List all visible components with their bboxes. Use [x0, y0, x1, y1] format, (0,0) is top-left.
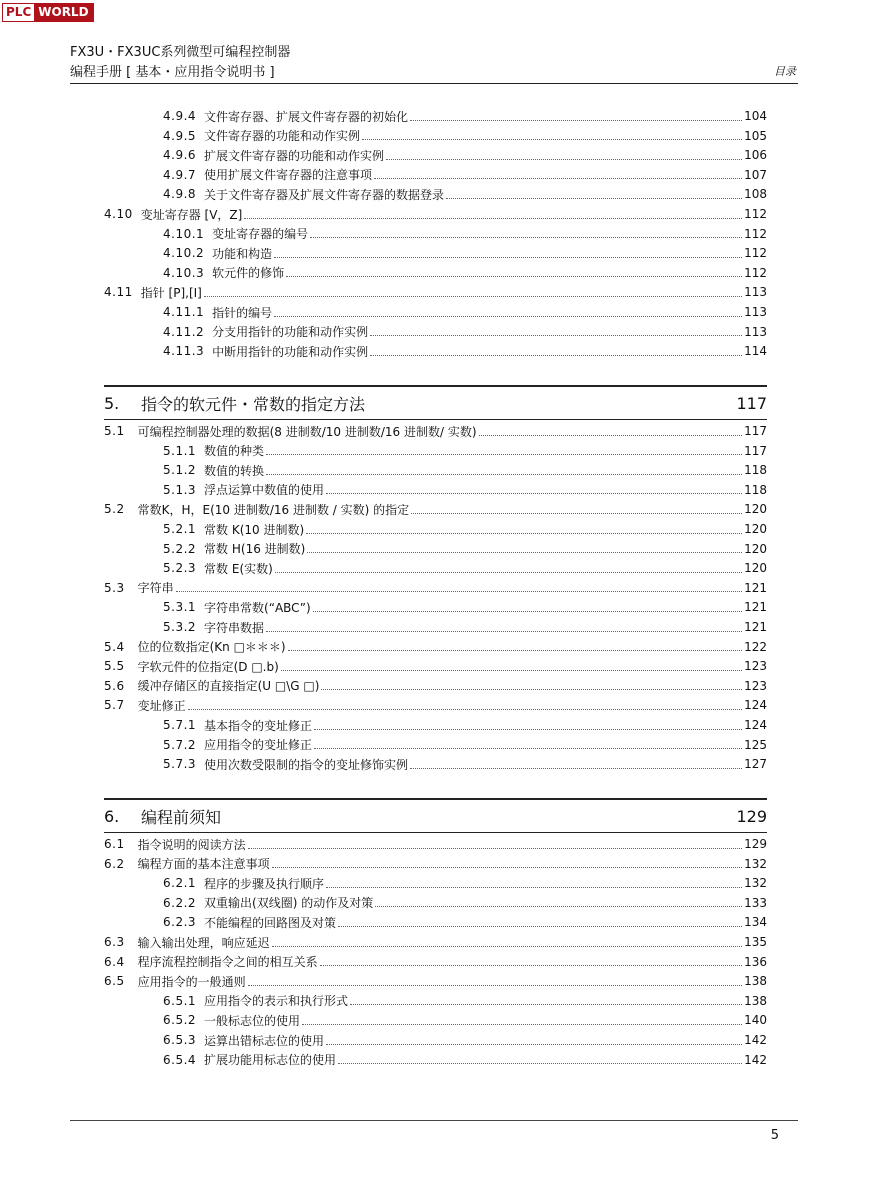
toc-dot-leader: [281, 670, 742, 671]
toc-dot-leader: [320, 965, 742, 966]
toc-entry-number: 6.5.3: [163, 1033, 197, 1047]
toc-entry: [163, 442, 767, 460]
toc-entry-title: 文件寄存器、扩展文件寄存器的初始化: [204, 109, 409, 124]
toc-dot-leader: [275, 572, 742, 573]
toc-entry-title: 指令说明的阅读方法: [137, 837, 246, 852]
toc-dot-leader: [188, 709, 742, 710]
toc-entry-title: 常数K，H，E(10 进制数/16 进制数 / 实数) 的指定: [137, 502, 410, 517]
toc-dot-leader: [321, 689, 742, 690]
toc-entry-page: 105: [744, 128, 767, 143]
page-number: 5: [770, 1128, 779, 1143]
toc-dot-leader: [314, 729, 742, 730]
toc-entry-title: 中断用指针的功能和动作实例: [212, 344, 369, 359]
toc-entry: [104, 422, 767, 440]
toc-entry-number: 5.1: [104, 424, 125, 438]
toc-entry: [104, 205, 767, 223]
toc-entry: [104, 677, 767, 695]
toc-dot-leader: [370, 355, 742, 356]
toc-entry-number: 5.3: [104, 580, 125, 595]
toc-entry-page: 117: [744, 424, 767, 438]
toc-dot-leader: [386, 159, 742, 160]
chapter-heading: [104, 385, 767, 420]
toc-entry-number: 4.9.6: [163, 148, 197, 163]
toc-entry-page: 104: [744, 109, 767, 123]
logo-part-plc: PLC: [3, 4, 34, 21]
toc-entry-page: 113: [744, 305, 767, 319]
toc-entry-number: 5.7.3: [163, 757, 197, 772]
toc-entry-page: 107: [744, 167, 767, 182]
toc-dot-leader: [306, 533, 742, 534]
toc-dot-leader: [411, 513, 742, 514]
toc-entry-title: 字符串常数(“ABC”): [204, 600, 311, 615]
logo-part-world: WORLD: [34, 4, 92, 21]
toc-entry-page: 136: [744, 954, 767, 969]
toc-entry-page: 114: [744, 344, 767, 359]
toc-entry: [163, 166, 767, 184]
toc-entry-title: 缓冲存储区的直接指定(U □\G □): [137, 679, 320, 694]
toc-entry-page: 122: [744, 639, 767, 654]
toc-dot-leader: [266, 631, 742, 632]
header-section-label: 目录: [774, 65, 796, 78]
header-series-title: FX3U・FX3UC系列微型可编程控制器: [70, 45, 291, 60]
toc-entry-title: 应用指令的变址修正: [204, 738, 313, 753]
toc-dot-leader: [362, 139, 742, 140]
toc-entry-number: 4.11.3: [163, 344, 205, 359]
toc-entry-number: 4.9.4: [163, 109, 197, 123]
toc-entry-number: 4.11.2: [163, 324, 205, 339]
chapter-title: 指令的软元件・常数的指定方法: [141, 394, 366, 414]
toc-dot-leader: [307, 552, 742, 553]
toc-entry-number: 6.2.3: [163, 915, 197, 930]
toc-entry: [163, 107, 767, 125]
toc-entry: [104, 579, 767, 597]
toc-entry: [104, 972, 767, 990]
toc-entry-page: 112: [744, 226, 767, 241]
toc-entry-title: 输入输出处理，响应延迟: [137, 935, 270, 950]
toc-entry-title: 扩展功能用标志位的使用: [204, 1053, 337, 1068]
toc-entry-number: 6.2.2: [163, 895, 197, 910]
toc-entry-number: 6.3: [104, 935, 125, 949]
toc-entry-number: 5.4: [104, 639, 125, 654]
toc-entry-title: 基本指令的变址修正: [204, 718, 313, 733]
toc-entry: [163, 559, 767, 577]
toc-entry-page: 113: [744, 285, 767, 300]
toc-entry-page: 134: [744, 915, 767, 930]
toc-entry: [163, 264, 767, 282]
toc-entry-title: 使用次数受限制的指令的变址修饰实例: [204, 757, 409, 772]
chapter-number: 6.: [104, 806, 120, 826]
toc-entry-number: 6.2.1: [163, 876, 197, 891]
toc-entry-title: 常数 E(实数): [204, 561, 273, 576]
toc-entry-page: 125: [744, 737, 767, 752]
toc-entry-number: 4.10: [104, 207, 133, 221]
toc-dot-leader: [244, 218, 742, 219]
toc-entry: [104, 283, 767, 301]
toc-entry: [163, 127, 767, 145]
toc-entry: [104, 933, 767, 951]
toc-entry: [163, 1011, 767, 1029]
toc-dot-leader: [272, 867, 742, 868]
chapter-page: 117: [736, 393, 767, 413]
toc-entry-title: 分支用指针的功能和动作实例: [212, 325, 369, 340]
toc-dot-leader: [286, 276, 742, 277]
toc-entry-page: 142: [744, 1052, 767, 1067]
toc-entry-title: 程序的步骤及执行顺序: [204, 876, 325, 891]
toc-entry-page: 120: [744, 502, 767, 517]
toc-entry-number: 5.1.1: [163, 443, 197, 458]
toc-entry: [163, 1051, 767, 1069]
toc-entry: [104, 953, 767, 971]
toc-dot-leader: [374, 178, 742, 179]
toc-entry: [163, 342, 767, 360]
toc-entry-number: 5.2.1: [163, 522, 197, 536]
toc-dot-leader: [176, 591, 742, 592]
toc-entry-page: 106: [744, 148, 767, 163]
toc-dot-leader: [248, 985, 742, 986]
toc-entry-title: 可编程控制器处理的数据(8 进制数/10 进制数/16 进制数/ 实数): [137, 424, 477, 439]
toc-entry-page: 138: [744, 974, 767, 989]
toc-entry-page: 132: [744, 856, 767, 871]
toc-entry-page: 108: [744, 187, 767, 202]
toc-entry-number: 5.5: [104, 659, 125, 674]
toc-entry-number: 4.9.7: [163, 167, 197, 182]
toc-entry-page: 135: [744, 935, 767, 949]
toc-entry-title: 字符串数据: [204, 620, 265, 635]
toc-dot-leader: [274, 257, 742, 258]
toc-dot-leader: [370, 335, 742, 336]
toc-entry-page: 113: [744, 324, 767, 339]
toc-entry: [163, 481, 767, 499]
toc-entry-title: 使用扩展文件寄存器的注意事项: [204, 168, 373, 183]
toc-entry-number: 5.2: [104, 502, 125, 517]
chapter-title: 编程前须知: [141, 807, 222, 827]
toc-entry-title: 不能编程的回路图及对策: [204, 915, 337, 930]
toc-entry: [163, 992, 767, 1010]
chapter-page: 129: [736, 806, 767, 826]
toc-dot-leader: [375, 906, 742, 907]
toc-entry: [104, 657, 767, 675]
toc-entry: [104, 696, 767, 714]
toc-entry-number: 4.11.1: [163, 305, 205, 319]
toc-entry-number: 5.7.2: [163, 737, 197, 752]
toc-entry-number: 5.2.3: [163, 561, 197, 576]
toc-entry: [163, 323, 767, 341]
toc-entry-number: 4.9.5: [163, 128, 197, 143]
toc-entry-title: 数值的种类: [204, 444, 265, 459]
toc-entry: [163, 461, 767, 479]
toc-entry-title: 变址寄存器的编号: [212, 227, 309, 242]
toc-dot-leader: [248, 848, 742, 849]
toc-entry-title: 程序流程控制指令之间的相互关系: [137, 955, 318, 970]
toc-dot-leader: [314, 748, 742, 749]
toc-entry-number: 5.3.2: [163, 620, 197, 634]
toc-dot-leader: [326, 887, 742, 888]
toc-entry: [163, 303, 767, 321]
toc-entry-title: 扩展文件寄存器的功能和动作实例: [204, 148, 385, 163]
toc-entry: [163, 874, 767, 892]
toc-entry-page: 121: [744, 600, 767, 615]
toc-dot-leader: [338, 926, 742, 927]
header-manual-title: 编程手册 [ 基本・应用指令说明书 ]: [70, 65, 275, 80]
toc-entry: [163, 146, 767, 164]
toc-entry: [163, 244, 767, 262]
chapter-heading: [104, 798, 767, 833]
toc-entry-title: 一般标志位的使用: [204, 1013, 301, 1028]
toc-entry: [104, 835, 767, 853]
toc-entry-number: 6.5: [104, 974, 125, 989]
toc-entry-number: 5.3.1: [163, 600, 197, 615]
toc-dot-leader: [302, 1024, 742, 1025]
toc-entry-page: 129: [744, 837, 767, 851]
toc-entry-page: 140: [744, 1013, 767, 1028]
header-rule: [70, 83, 798, 84]
toc-entry-page: 121: [744, 580, 767, 595]
chapter-number: 5.: [104, 393, 120, 413]
toc-entry-page: 112: [744, 246, 767, 261]
toc-entry-number: 6.2: [104, 856, 125, 871]
toc-entry-title: 文件寄存器的功能和动作实例: [204, 129, 361, 144]
toc-entry: [163, 894, 767, 912]
toc-entry-title: 运算出错标志位的使用: [204, 1033, 325, 1048]
toc-entry-title: 字符串: [137, 581, 174, 596]
toc-entry-title: 软元件的修饰: [212, 266, 285, 281]
toc-dot-leader: [266, 474, 742, 475]
toc-entry-number: 4.10.2: [163, 246, 205, 261]
toc-entry-page: 117: [744, 443, 767, 458]
toc-entry-title: 应用指令的一般通则: [137, 974, 246, 989]
toc-entry-number: 4.10.1: [163, 226, 205, 241]
toc-entry-number: 4.11: [104, 285, 133, 300]
toc-entry-title: 双重输出(双线圈) 的动作及对策: [204, 896, 374, 911]
toc-entry-number: 5.2.2: [163, 541, 197, 556]
toc-entry-page: 123: [744, 659, 767, 674]
toc-dot-leader: [272, 946, 742, 947]
toc-entry-title: 编程方面的基本注意事项: [137, 857, 270, 872]
toc-dot-leader: [326, 1044, 742, 1045]
toc-entry-title: 字软元件的位指定(D □.b): [137, 659, 279, 674]
toc-entry-number: 6.5.2: [163, 1013, 197, 1028]
toc-entry: [163, 540, 767, 558]
toc-dot-leader: [410, 768, 742, 769]
toc-entry-title: 变址寄存器 [V，Z]: [140, 207, 243, 222]
toc-dot-leader: [288, 650, 743, 651]
toc-entry-number: 5.1.3: [163, 482, 197, 497]
toc-entry: [163, 520, 767, 538]
toc-entry-title: 变址修正: [137, 698, 186, 713]
toc-entry-page: 142: [744, 1033, 767, 1047]
toc-entry-page: 120: [744, 541, 767, 556]
toc-entry: [104, 855, 767, 873]
toc-entry-title: 关于文件寄存器及扩展文件寄存器的数据登录: [204, 187, 445, 202]
toc-entry-title: 位的位数指定(Kn □＊＊＊): [137, 640, 286, 655]
toc-dot-leader: [410, 120, 742, 121]
toc-entry: [163, 598, 767, 616]
toc-dot-leader: [313, 611, 742, 612]
toc-entry-title: 功能和构造: [212, 246, 273, 261]
toc-entry-number: 5.6: [104, 678, 125, 693]
toc-entry-title: 数值的转换: [204, 463, 265, 478]
toc-entry-number: 6.1: [104, 837, 125, 851]
toc-entry-number: 4.9.8: [163, 187, 197, 202]
toc-entry-number: 6.4: [104, 954, 125, 969]
toc-entry-number: 4.10.3: [163, 265, 205, 280]
toc-entry-page: 133: [744, 895, 767, 910]
toc-dot-leader: [204, 296, 742, 297]
toc-entry-page: 138: [744, 993, 767, 1008]
toc-entry-title: 常数 H(16 进制数): [204, 542, 306, 557]
toc-dot-leader: [266, 454, 742, 455]
toc-entry-title: 常数 K(10 进制数): [204, 522, 305, 537]
toc-entry: [163, 185, 767, 203]
toc-dot-leader: [274, 316, 742, 317]
toc-entry-title: 指针的编号: [212, 305, 273, 320]
toc-entry-page: 127: [744, 757, 767, 772]
toc-entry-page: 124: [744, 698, 767, 713]
toc-dot-leader: [350, 1004, 742, 1005]
toc-entry: [163, 1031, 767, 1049]
toc-dot-leader: [479, 435, 743, 436]
toc-entry-page: 124: [744, 718, 767, 732]
toc-entry-page: 118: [744, 463, 767, 478]
toc-entry-page: 120: [744, 561, 767, 576]
toc-dot-leader: [326, 493, 742, 494]
toc-dot-leader: [446, 198, 742, 199]
toc-entry: [163, 755, 767, 773]
toc-entry-number: 5.1.2: [163, 463, 197, 478]
toc-dot-leader: [310, 237, 742, 238]
toc-entry-page: 118: [744, 482, 767, 497]
toc-entry-number: 5.7.1: [163, 718, 197, 732]
toc-entry-title: 指针 [P],[I]: [140, 285, 202, 300]
toc-entry-title: 应用指令的表示和执行形式: [204, 994, 349, 1009]
footer-rule: [70, 1120, 798, 1121]
toc-dot-leader: [338, 1063, 742, 1064]
toc-entry: [163, 716, 767, 734]
toc-entry-number: 5.7: [104, 698, 125, 713]
toc-entry-page: 123: [744, 678, 767, 693]
toc-entry-page: 120: [744, 522, 767, 536]
toc-entry-page: 121: [744, 620, 767, 634]
plcworld-logo: [2, 3, 94, 22]
toc-entry: [104, 500, 767, 518]
toc-entry: [104, 638, 767, 656]
toc-entry: [163, 225, 767, 243]
toc-entry-title: 浮点运算中数值的使用: [204, 483, 325, 498]
toc-entry-page: 132: [744, 876, 767, 891]
toc-entry: [163, 618, 767, 636]
toc-entry-number: 6.5.4: [163, 1052, 197, 1067]
toc-entry-page: 112: [744, 207, 767, 221]
toc-entry: [163, 736, 767, 754]
toc-entry-page: 112: [744, 265, 767, 280]
toc-entry-number: 6.5.1: [163, 993, 197, 1008]
toc-entry: [163, 913, 767, 931]
